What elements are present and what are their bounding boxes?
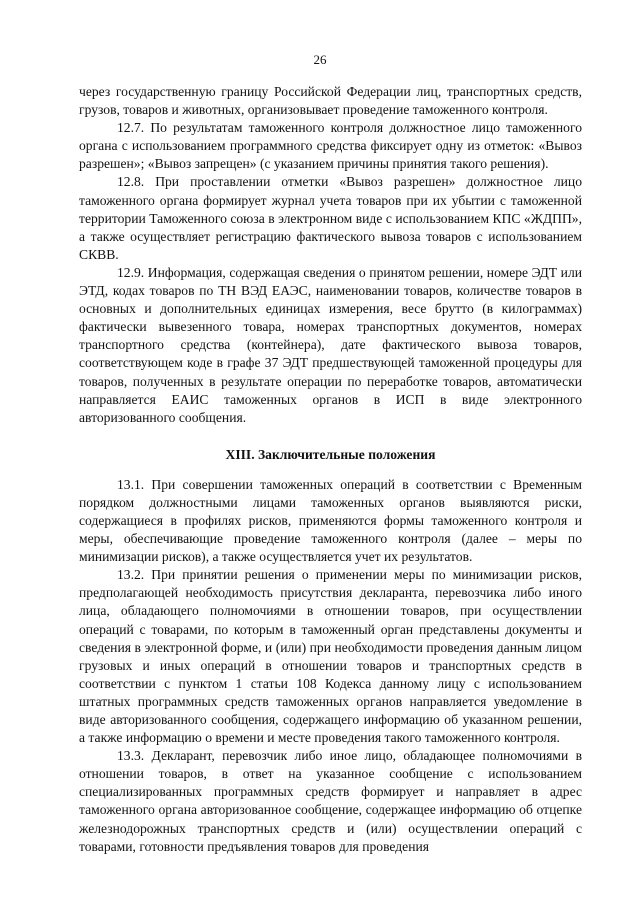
paragraph-continuation: через государственную границу Российской Федерации лиц, транспортных средств, грузов, товаров и животных, организовывает проведение таможенного контроля. [79, 84, 582, 118]
paragraph-13-3: 13.3. Декларант, перевозчик либо иное лицо, обладающее полномочиями в отношении товаров, в ответ на указанное сообщение с использованием специализированных программных средств формирует и направляет в адрес таможенного органа авторизованное сообщение, содержащее информацию об отцепке железнодорожных транспортных средств и (или) осуществлении операций с товарами, готовности предъявления товаров для проведения [79, 748, 582, 854]
page-content [79, 83, 582, 856]
paragraph-13-2: 13.2. При принятии решения о применении меры по минимизации рисков, предполагающей необходимость присутствия декларанта, перевозчика либо иного лица, обладающего полномочиями в отношении товаров, при осуществлении операций с товарами, по которым в таможенный орган представлены документы и сведения в электронной форме, и (или) при необходимости проведения данным лицом грузовых и иных операций в отношении товаров и транспортных средств в соответствии с пунктом 1 статьи 108 Кодекса данному лицу с использованием штатных программных средств таможенных органов направляется уведомление в виде авторизованного сообщения, содержащего информацию об указанном решении, а также информацию о времени и месте проведения такого таможенного контроля. [79, 567, 582, 746]
paragraph-12-8: 12.8. При проставлении отметки «Вывоз разрешен» должностное лицо таможенного органа формирует журнал учета товаров при их убытии с таможенной территории Таможенного союза в электронном виде с использованием КПС «ЖДПП», а также осуществляет регистрацию фактического вывоза товаров с использованием СКВВ. [79, 174, 582, 262]
section-heading-xiii: XIII. Заключительные положения [225, 446, 436, 462]
paragraph-12-9: 12.9. Информация, содержащая сведения о принятом решении, номере ЭДТ или ЭТД, кодах товаров по ТН ВЭД ЕАЭС, наименовании товаров, количестве товаров в основных и дополнительных единицах измерения, весе брутто (в килограммах) фактически вывезенного товара, номерах транспортных документов, номерах транспортного средства (контейнера), дате фактического вывоза товаров, соответствующем коде в графе 37 ЭДТ предшествующей таможенной процедуры для товаров, полученных в результате операции по переработке товаров, автоматически направляется ЕАИС таможенных органов в ИСП в виде электронного авторизованного сообщения. [79, 264, 582, 425]
paragraph-12-7: 12.7. По результатам таможенного контроля должностное лицо таможенного органа с использованием программного средства фиксирует одну из отметок: «Вывоз разрешен»; «Вывоз запрещен» (с указанием причины принятия такого решения). [79, 120, 582, 172]
page-number: 26 [313, 52, 327, 67]
paragraph-13-1: 13.1. При совершении таможенных операций в соответствии с Временным порядком должностными лицами таможенных органов выявляются риски, содержащиеся в профилях рисков, применяются формы таможенного контроля и меры, обеспечивающие проведение таможенного контроля (далее – меры по минимизации рисков), а также осуществляется учет их результатов. [79, 476, 582, 565]
